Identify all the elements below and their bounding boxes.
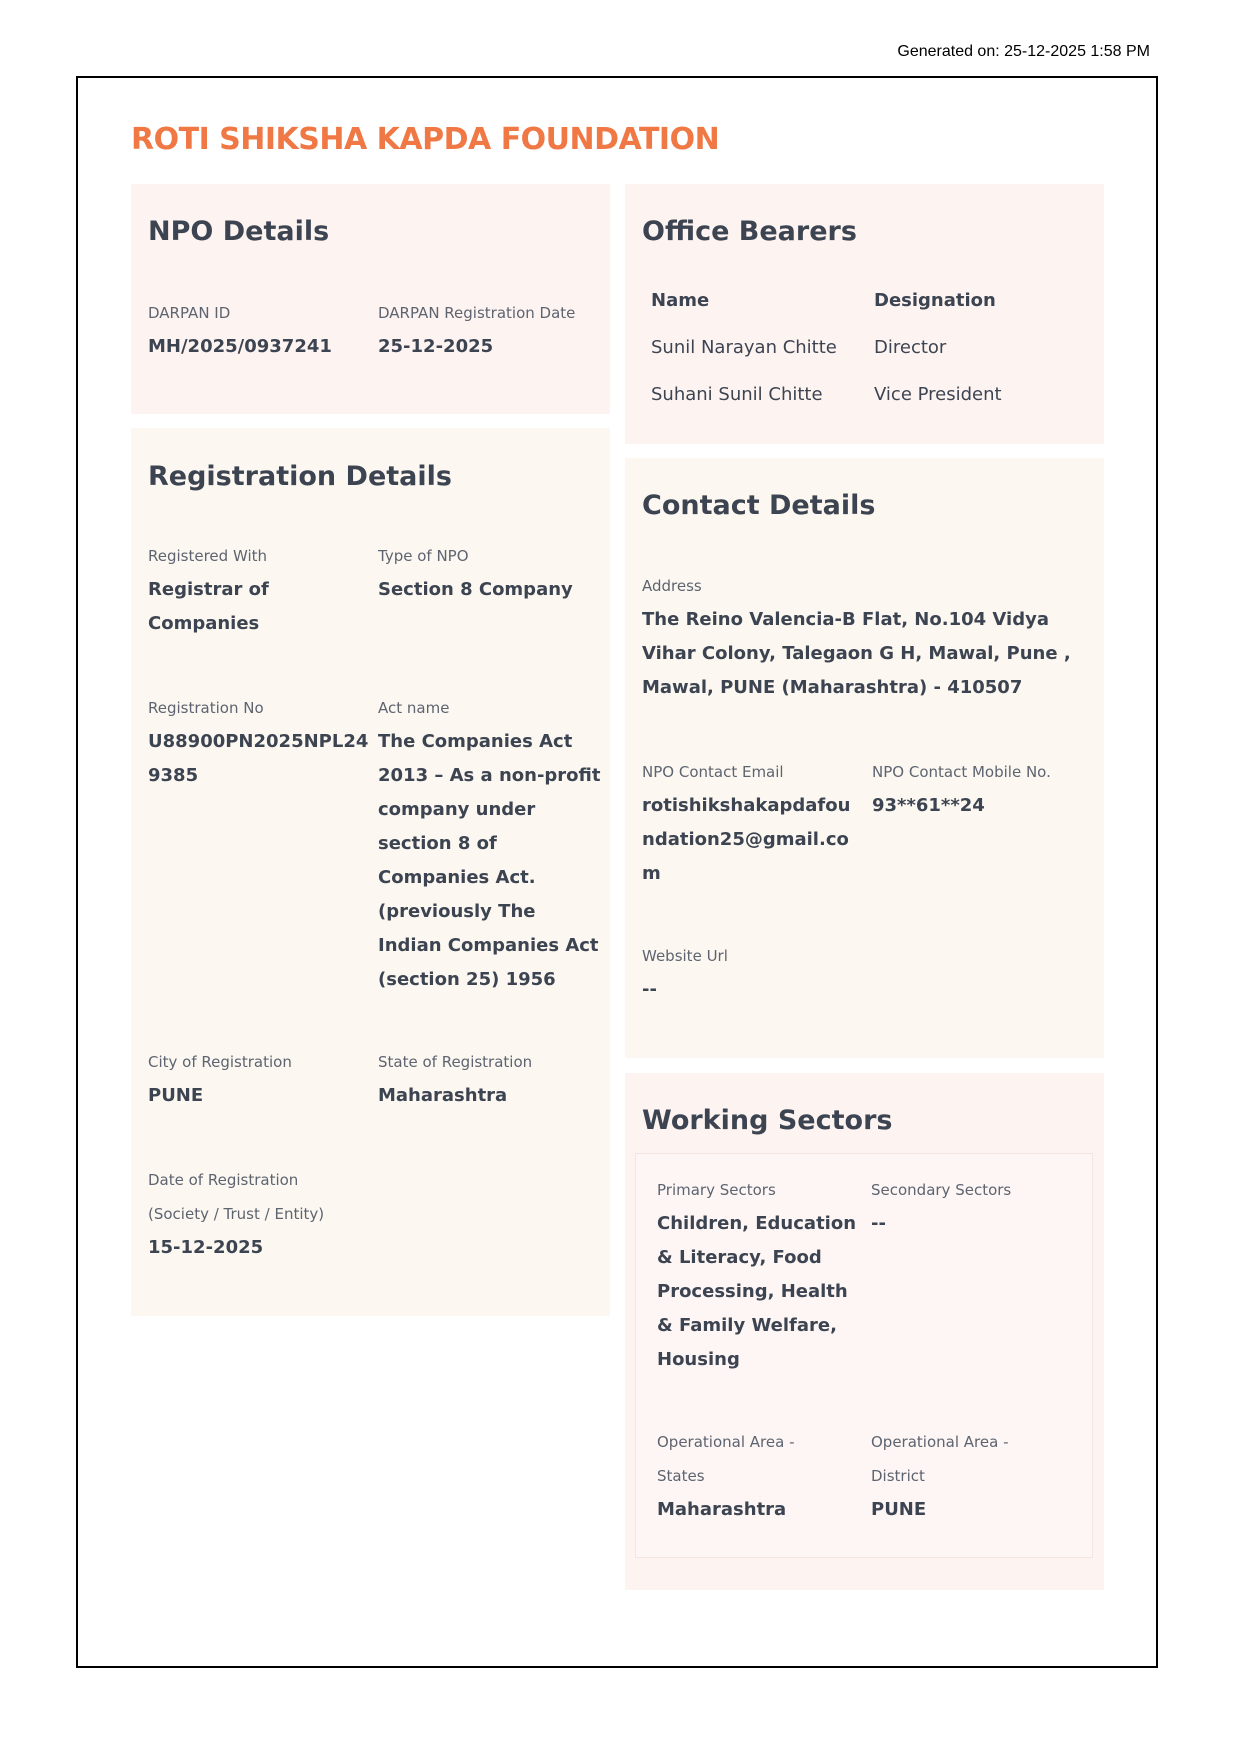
bearer-name: Suhani Sunil Chitte bbox=[651, 384, 823, 405]
operational-district-label: Operational Area - District bbox=[871, 1433, 1009, 1485]
operational-states-value: Maharashtra bbox=[657, 1499, 787, 1520]
website-value: -- bbox=[642, 979, 657, 1000]
operational-states-label: Operational Area - States bbox=[657, 1433, 795, 1485]
darpan-reg-date-label: DARPAN Registration Date bbox=[378, 304, 576, 322]
registered-with-value: Registrar of Companies bbox=[148, 579, 269, 634]
darpan-reg-date-value: 25-12-2025 bbox=[378, 336, 494, 357]
contact-mobile-value: 93**61**24 bbox=[872, 795, 985, 816]
generated-timestamp: Generated on: 25-12-2025 1:58 PM bbox=[897, 43, 1150, 60]
date-of-registration-label: Date of Registration (Society / Trust / Entity) bbox=[148, 1171, 325, 1223]
working-sectors-card bbox=[625, 1073, 1104, 1590]
primary-sectors-value: Children, Education & Literacy, Food Processing, Health & Family Welfare, Housing bbox=[657, 1213, 857, 1370]
registration-details-card bbox=[131, 428, 610, 1316]
state-of-registration-label: State of Registration bbox=[378, 1053, 533, 1071]
darpan-id-label: DARPAN ID bbox=[148, 304, 231, 322]
city-of-registration-value: PUNE bbox=[148, 1085, 204, 1106]
secondary-sectors-value: -- bbox=[871, 1213, 886, 1234]
registration-no-value: U88900PN2025NPL249385 bbox=[148, 731, 369, 786]
secondary-sectors-label: Secondary Sectors bbox=[871, 1181, 1012, 1199]
address-value: The Reino Valencia-B Flat, No.104 Vidya Vihar Colony, Talegaon G H, Mawal, Pune , Mawal, PUNE (Maharashtra) - 410507 bbox=[642, 609, 1071, 698]
bearer-designation: Director bbox=[874, 337, 947, 358]
website-label: Website Url bbox=[642, 947, 728, 965]
contact-details-title: Contact Details bbox=[642, 490, 876, 521]
address-label: Address bbox=[642, 577, 702, 595]
date-of-registration-value: 15-12-2025 bbox=[148, 1237, 264, 1258]
office-bearers-card bbox=[625, 184, 1104, 444]
act-name-label: Act name bbox=[378, 699, 450, 717]
bearer-designation-header: Designation bbox=[874, 290, 996, 311]
bearer-name-header: Name bbox=[651, 290, 710, 311]
npo-type-value: Section 8 Company bbox=[378, 579, 573, 600]
registered-with-label: Registered With bbox=[148, 547, 268, 565]
npo-type-label: Type of NPO bbox=[378, 547, 469, 565]
npo-details-card bbox=[131, 184, 610, 414]
contact-email-value: rotishikshakapdafoundation25@gmail.com bbox=[642, 795, 851, 884]
contact-mobile-label: NPO Contact Mobile No. bbox=[872, 763, 1051, 781]
npo-details-title: NPO Details bbox=[148, 216, 330, 247]
organization-name: ROTI SHIKSHA KAPDA FOUNDATION bbox=[131, 122, 720, 157]
registration-details-title: Registration Details bbox=[148, 461, 452, 492]
contact-details-card bbox=[625, 458, 1104, 1058]
working-sectors-title: Working Sectors bbox=[642, 1105, 893, 1136]
state-of-registration-value: Maharashtra bbox=[378, 1085, 508, 1106]
primary-sectors-label: Primary Sectors bbox=[657, 1181, 776, 1199]
act-name-value: The Companies Act 2013 – As a non-profit company under section 8 of Companies Act. (previously The Indian Companies Act (section 25) 1956 bbox=[378, 731, 601, 990]
bearer-name: Sunil Narayan Chitte bbox=[651, 337, 837, 358]
registration-no-label: Registration No bbox=[148, 699, 264, 717]
city-of-registration-label: City of Registration bbox=[148, 1053, 292, 1071]
sectors-inner-panel bbox=[635, 1153, 1093, 1558]
operational-district-value: PUNE bbox=[871, 1499, 927, 1520]
darpan-id-value: MH/2025/0937241 bbox=[148, 336, 332, 357]
office-bearers-title: Office Bearers bbox=[642, 216, 857, 247]
contact-email-label: NPO Contact Email bbox=[642, 763, 784, 781]
bearer-designation: Vice President bbox=[874, 384, 1002, 405]
